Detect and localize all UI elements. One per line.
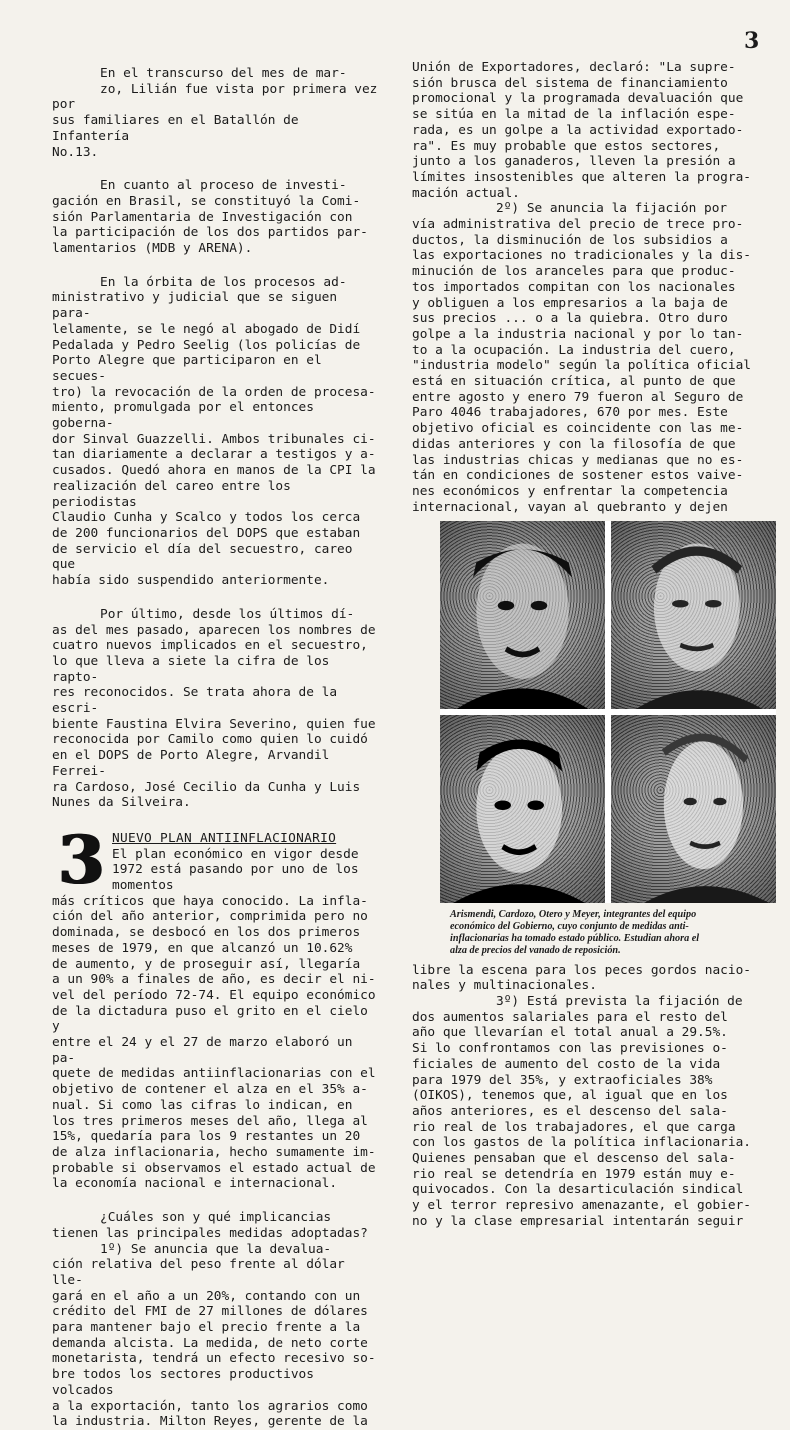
text-line: En cuanto al proceso de investi-: [100, 178, 347, 194]
text-line: de 200 funcionarios del DOPS que estaban: [52, 525, 361, 541]
text-line: a la exportación, tanto los agrarios como: [52, 1398, 368, 1414]
text-line: sus familiares en el Batallón de Infantería: [52, 113, 299, 144]
text-line: objetivo de contener el alza en el 35% a-: [52, 1082, 368, 1098]
text-line: la industria. Milton Reyes, gerente de la: [52, 1414, 368, 1430]
text-line: ministrativo y judicial que se siguen para-: [52, 290, 338, 322]
text-line: 15%, quedaría para los 9 restantes un 20: [52, 1129, 361, 1145]
text-line: para 1979 del 35%, y extraoficiales 38%: [412, 1072, 713, 1088]
text-line: a un 90% a finales de año, es decir el ni-: [52, 972, 376, 988]
page-number: 3: [744, 28, 760, 54]
section-number: 3: [58, 820, 104, 899]
text-line: as del mes pasado, aparecen los nombres de: [52, 622, 376, 638]
text-line: ción del año anterior, comprimida pero no: [52, 909, 368, 925]
text-line: las exportaciones no tradicionales y la dis-: [412, 248, 751, 264]
text-line: internacional, vayan al quebranto y dejen: [412, 499, 728, 515]
text-line: nes económicos y enfrentar la competencia: [412, 483, 728, 499]
text-line: 1º) Se anuncia que la devalua-: [100, 1241, 332, 1257]
text-line: de la dictadura puso el grito en el cielo y: [52, 1003, 368, 1035]
caption-line: económico del Gobierno, cuyo conjunto de medidas anti-: [450, 921, 689, 933]
text-line: en el DOPS de Porto Alegre, Arvandil Ferrei-: [52, 748, 330, 779]
text-line: cusados. Quedó ahora en manos de la CPI la: [52, 463, 376, 479]
text-line: tro) la revocación de la orden de procesa-: [52, 384, 376, 400]
text-line: la participación de los dos partidos par-: [52, 225, 368, 241]
photo-grid: [440, 521, 776, 903]
text-line: tienen las principales medidas adoptadas?: [52, 1225, 368, 1241]
text-line: se sitúa en la mitad de la inflación espe-: [412, 107, 736, 123]
text-line: ra". Es muy probable que estos sectores,: [412, 138, 721, 154]
text-line: vía administrativa del precio de trece pro-: [412, 217, 744, 233]
text-line: tos importados compitan con los nacionales: [412, 279, 736, 295]
text-line: sión brusca del sistema de financiamiento: [412, 75, 728, 91]
text-line: Si lo confrontamos con las previsiones o-: [412, 1041, 728, 1057]
text-line: demanda alcista. La medida, de neto corte: [52, 1335, 368, 1351]
text-line: ción relativa del peso frente al dólar lle-: [52, 1257, 345, 1288]
text-line: nual. Si como las cifras lo indican, en: [52, 1097, 353, 1113]
text-line: minución de los aranceles para que produc-: [412, 264, 736, 280]
paragraph-questions: [52, 1210, 380, 1241]
text-line: Porto Alegre que participaron en el secues-: [52, 353, 322, 384]
text-line: didas anteriores y con la filosofía de que: [412, 436, 736, 452]
portrait-photo: [440, 715, 605, 903]
text-line: había sido suspendido anteriormente.: [52, 573, 330, 589]
paragraph-brazil-investigation: [52, 178, 380, 257]
text-line: libre la escena para los peces gordos nacio-: [412, 962, 751, 978]
text-line: dominada, se desbocó en los dos primeros: [52, 925, 361, 941]
paragraph-judicial-processes: [52, 275, 380, 589]
left-column: [52, 66, 380, 1430]
text-line: ficiales de aumento del costo de la vida: [412, 1056, 721, 1072]
text-line: tan diariamente a declarar a testigos y a-: [52, 447, 376, 463]
text-line: de alza inflacionaria, hecho sumamente im-: [52, 1145, 376, 1160]
text-line: (OIKOS), tenemos que, al igual que en los: [412, 1088, 728, 1104]
text-line: probable si observamos el estado actual de: [52, 1160, 376, 1176]
text-line: para mantener bajo el precio frente a la: [52, 1320, 361, 1336]
text-line: mación actual.: [412, 185, 520, 201]
text-line: miento, promulgada por el entonces goberna-: [52, 400, 314, 432]
text-line: 1972 está pasando por uno de los momentos: [112, 862, 359, 894]
text-line: los tres primeros meses del año, llega al: [52, 1113, 368, 1129]
paragraph-exporters: [412, 60, 758, 201]
text-line: Claudio Cunha y Scalco y todos los cerca: [52, 510, 361, 526]
text-line: ra Cardoso, José Cecilio da Cunha y Luis: [52, 779, 361, 795]
text-line: "industria modelo" según la política oficial: [412, 358, 751, 374]
text-line: lo que lleva a siete la cifra de los rapto-: [52, 653, 330, 685]
text-line: entre agosto y enero 79 fueron al Seguro de: [412, 389, 744, 405]
text-line: crédito del FMI de 27 millones de dólares: [52, 1304, 368, 1320]
photo-figure: [412, 521, 758, 956]
text-line: año que llevarían el total anual a 29.5%.: [412, 1025, 728, 1041]
text-line: y obliguen a los empresarios a la baja de: [412, 295, 728, 311]
text-line: objetivo oficial es coincidente con las me-: [412, 421, 744, 437]
text-line: la economía nacional e internacional.: [52, 1176, 338, 1192]
paragraph-measure-1: [52, 1242, 380, 1430]
paragraph-arrest-sighting: [52, 66, 380, 160]
paragraph-big-fish: [412, 963, 758, 994]
text-line: quete de medidas antiinflacionarias con el: [52, 1066, 376, 1082]
section-title: NUEVO PLAN ANTIINFLACIONARIO: [112, 830, 337, 846]
text-line: límites insostenibles que alteren la progra-: [412, 169, 751, 185]
text-line: quivocados. Con la desarticulación sindical: [412, 1182, 744, 1198]
text-line: rio real de los trabajadores, el que carga: [412, 1119, 736, 1135]
portrait-photo: [611, 715, 776, 903]
text-line: gará en el año a un 20%, contando con un: [52, 1288, 361, 1304]
caption-line: Arismendi, Cardozo, Otero y Meyer, integrantes del equipo: [450, 909, 697, 921]
section-3-header: [52, 820, 380, 910]
text-line: Quienes pensaban que el descenso del sala-: [412, 1151, 736, 1167]
text-line: dos aumentos salariales para el resto del: [412, 1009, 728, 1025]
paragraph-measure-2: [412, 201, 758, 515]
text-line: no y la clase empresarial intentarán seguir: [412, 1213, 744, 1229]
text-line: de aumento, y de proseguir así, llegaría: [52, 956, 361, 972]
text-line: está en situación crítica, al punto de que: [412, 374, 736, 390]
text-line: promocional y la programada devaluación que: [412, 91, 744, 107]
paragraph-new-kidnappers: [52, 607, 380, 811]
text-line: junto a los ganaderos, lleven la presión a: [412, 154, 736, 170]
text-line: bre todos los sectores productivos volcados: [52, 1367, 314, 1398]
text-line: En la órbita de los procesos ad-: [100, 274, 347, 290]
text-line: dor Sinval Guazzelli. Ambos tribunales ci-: [52, 431, 376, 447]
text-line: tán en condiciones de sostener estos vaive-: [412, 468, 744, 484]
paragraph-economic-plan: [52, 909, 380, 1192]
text-line: ¿Cuáles son y qué implicancias: [100, 1210, 332, 1226]
text-line: reconocida por Camilo como quien lo cuidó: [52, 732, 368, 748]
text-line: monetarista, tendrá un efecto recesivo so-: [52, 1351, 376, 1367]
text-line: gación en Brasil, se constituyó la Comi-: [52, 193, 361, 209]
text-line: de servicio el día del secuestro, careo que: [52, 541, 353, 573]
text-line: sus precios ... o a la quiebra. Otro duro: [412, 311, 728, 327]
text-line: Pedalada y Pedro Seelig (los policías de: [52, 337, 361, 353]
text-line: lelamente, se le negó al abogado de Didí: [52, 321, 361, 337]
text-line: meses de 1979, en que alcanzó un 10.62%: [52, 940, 353, 956]
text-line: cuatro nuevos implicados en el secuestro,: [52, 638, 368, 654]
text-line: No.13.: [52, 144, 99, 160]
text-line: con los gastos de la política inflacionaria.: [412, 1135, 751, 1151]
right-column: [412, 60, 758, 1230]
text-line: lamentarios (MDB y ARENA).: [52, 241, 253, 257]
caption-line: inflacionarias ha tomado estado público. Estudian ahora el: [450, 932, 700, 944]
text-line: sión Parlamentaria de Investigación con: [52, 209, 353, 225]
text-line: rio real se detendría en 1979 están muy e-: [412, 1166, 736, 1182]
text-line: res reconocidos. Se trata ahora de la escri-: [52, 685, 338, 717]
text-line: golpe a la industria nacional y por lo tan-: [412, 326, 744, 342]
text-line: rada, es un golpe a la actividad exportado-: [412, 122, 744, 138]
portrait-photo: [611, 521, 776, 709]
caption-line: alza de precios del vanado de reposición.: [450, 944, 621, 956]
text-line: nales y multinacionales.: [412, 978, 597, 994]
text-line: Unión de Exportadores, declaró: "La supre-: [412, 60, 736, 75]
text-line: Por último, desde los últimos dí-: [100, 606, 355, 622]
text-line: las industrias chicas y medianas que no es-: [412, 452, 744, 468]
text-line: y el terror represivo amenazante, el gobier-: [412, 1198, 751, 1214]
text-line: zo, Lilián fue vista por primera vez por: [52, 81, 378, 113]
text-line: Nunes da Silveira.: [52, 795, 191, 811]
text-line: más críticos que haya conocido. La infla-: [52, 893, 368, 909]
text-line: realización del careo entre los periodistas: [52, 478, 291, 510]
text-line: 3º) Está prevista la fijación de: [496, 993, 743, 1009]
text-line: Paro 4046 trabajadores, 670 por mes. Este: [412, 405, 728, 421]
text-line: biente Faustina Elvira Severino, quien fue: [52, 716, 376, 732]
text-line: años anteriores, es el descenso del sala-: [412, 1103, 728, 1119]
photo-caption: [450, 909, 772, 956]
paragraph-measure-3: [412, 994, 758, 1230]
text-line: 2º) Se anuncia la fijación por: [496, 201, 728, 217]
portrait-photo: [440, 521, 605, 709]
text-line: to a la ocupación. La industria del cuero,: [412, 342, 736, 358]
text-line: entre el 24 y el 27 de marzo elaboró un pa-: [52, 1035, 353, 1066]
text-line: ductos, la disminución de los subsidios a: [412, 232, 728, 248]
text-line: El plan económico en vigor desde: [112, 846, 359, 862]
text-line: En el transcurso del mes de mar-: [100, 66, 347, 81]
text-line: vel del período 72-74. El equipo económico: [52, 987, 376, 1003]
